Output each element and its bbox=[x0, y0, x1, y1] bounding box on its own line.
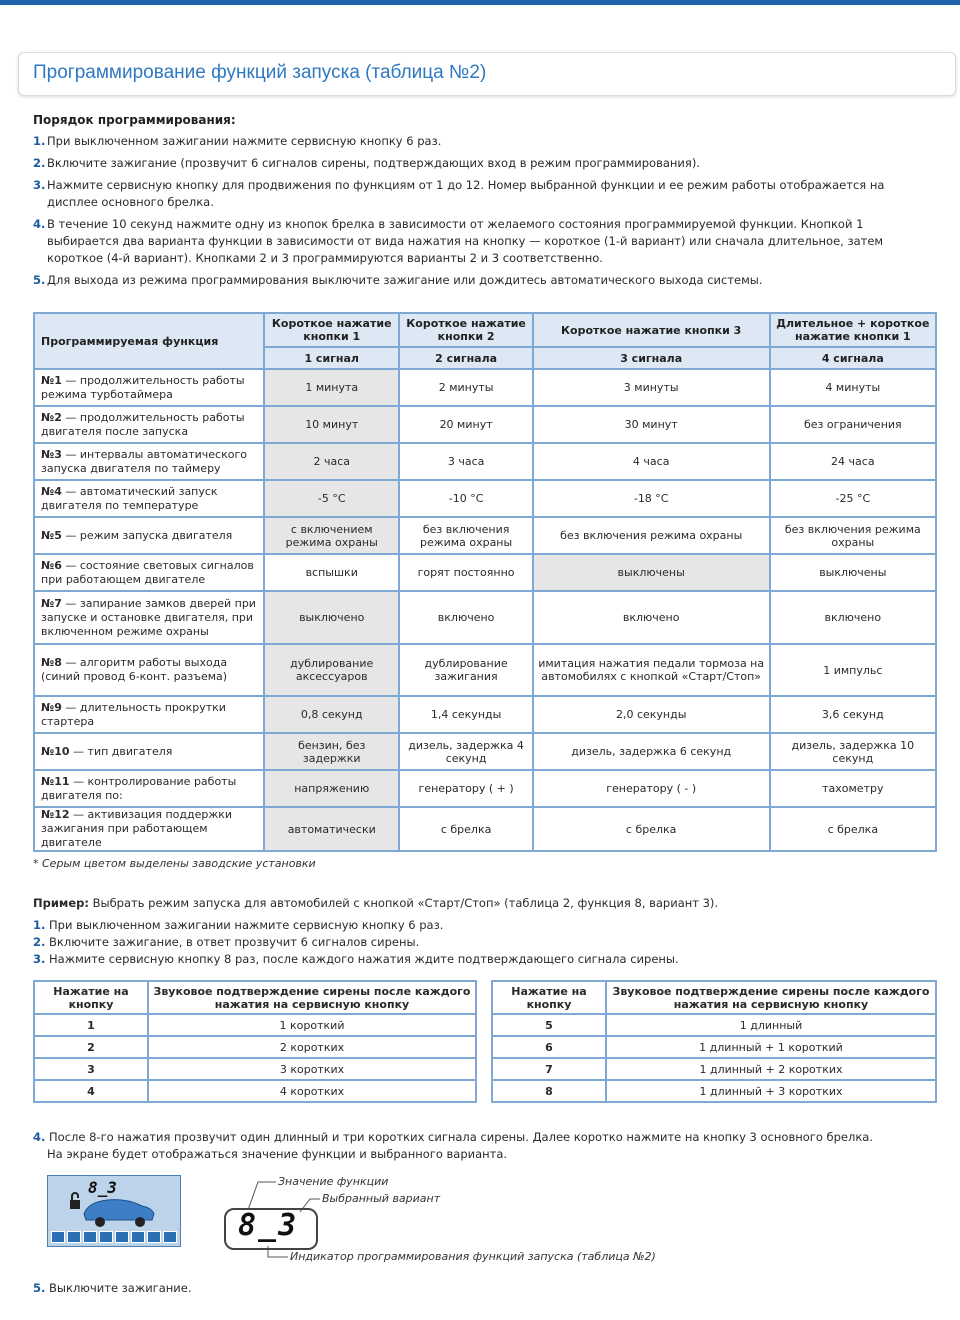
value-cell: 0,8 секунд bbox=[264, 696, 399, 733]
value-cell: выключены bbox=[770, 554, 936, 591]
confirm-signal: 1 длинный + 2 коротких bbox=[606, 1058, 936, 1080]
value-cell: 3 минуты bbox=[533, 369, 770, 406]
value-cell: горят постоянно bbox=[399, 554, 532, 591]
value-cell: автоматически bbox=[264, 807, 399, 851]
step-number: 1. bbox=[33, 134, 46, 148]
value-cell: 1 минута bbox=[264, 369, 399, 406]
value-cell: 4 часа bbox=[533, 443, 770, 480]
press-count: 6 bbox=[492, 1036, 606, 1058]
value-cell: 2,0 секунды bbox=[533, 696, 770, 733]
step-number: 3. bbox=[33, 952, 46, 966]
value-cell: -18 °С bbox=[533, 480, 770, 517]
press-count: 7 bbox=[492, 1058, 606, 1080]
press-header: Нажатие на кнопку bbox=[492, 981, 606, 1014]
step-5 bbox=[33, 1281, 191, 1295]
confirm-signal: 1 длинный + 1 короткий bbox=[606, 1036, 936, 1058]
value-cell: дизель, задержка 4 секунд bbox=[399, 733, 532, 770]
confirm-signal: 3 коротких bbox=[148, 1058, 476, 1080]
function-number: №11 bbox=[41, 774, 70, 788]
value-cell: дублирование аксессуаров bbox=[264, 644, 399, 696]
step-number: 5. bbox=[33, 273, 46, 287]
value-cell: с брелка bbox=[533, 807, 770, 851]
big-display bbox=[224, 1208, 318, 1250]
step-text: Включите зажигание (прозвучит 6 сигналов сирены, подтверждающих вход в режим программирования). bbox=[47, 156, 700, 170]
confirm-signal: 2 коротких bbox=[148, 1036, 476, 1058]
step-text: Нажмите сервисную кнопку 8 раз, после каждого нажатия ждите подтверждающего сигнала сирены. bbox=[49, 952, 679, 966]
col-header: Короткое нажатие кнопки 1 bbox=[264, 313, 399, 347]
value-cell: с брелка bbox=[770, 807, 936, 851]
function-desc: — длительность прокрутки стартера bbox=[41, 700, 226, 728]
value-cell: дизель, задержка 6 секунд bbox=[533, 733, 770, 770]
label-selected-variant: Выбранный вариант bbox=[322, 1192, 441, 1205]
value-cell: -25 °С bbox=[770, 480, 936, 517]
value-cell: 1 импульс bbox=[770, 644, 936, 696]
step-text: Выключите зажигание. bbox=[49, 1281, 192, 1295]
example-label: Пример: bbox=[33, 896, 89, 910]
value-cell: с включением режима охраны bbox=[264, 517, 399, 554]
lcd-digits: 8_3 bbox=[88, 1178, 117, 1197]
function-desc: — активизация поддержки зажигания при работающем двигателе bbox=[41, 808, 233, 849]
function-number: №7 bbox=[41, 596, 62, 610]
step-number: 5. bbox=[33, 1281, 46, 1295]
step-text: Нажмите сервисную кнопку для продвижения по функциям от 1 до 12. Номер выбранной функции и ее режим работы отображается на дисплее основного брелка. bbox=[47, 178, 885, 209]
value-cell: включено bbox=[533, 591, 770, 644]
value-cell: выключены bbox=[533, 554, 770, 591]
press-count: 5 bbox=[492, 1014, 606, 1036]
press-count: 1 bbox=[34, 1014, 148, 1036]
step-text: Включите зажигание, в ответ прозвучит 6 сигналов сирены. bbox=[49, 935, 420, 949]
step-number: 2. bbox=[33, 935, 46, 949]
value-cell: тахометру bbox=[770, 770, 936, 807]
step-number: 4. bbox=[33, 217, 46, 231]
function-number: №1 bbox=[41, 373, 62, 387]
function-number: №10 bbox=[41, 744, 70, 758]
value-cell: напряжению bbox=[264, 770, 399, 807]
press-count: 4 bbox=[34, 1080, 148, 1102]
value-cell: -5 °С bbox=[264, 480, 399, 517]
step-text: После 8-го нажатия прозвучит один длинный и три коротких сигнала сирены. Далее коротко нажмите на кнопку 3 основного брелка. bbox=[49, 1130, 873, 1144]
step-text: При выключенном зажигании нажмите сервисную кнопку 6 раз. bbox=[47, 134, 442, 148]
function-desc: — контролирование работы двигателя по: bbox=[41, 774, 237, 802]
big-digits: 8_3 bbox=[238, 1208, 299, 1243]
function-desc: — продолжительность работы режима турботаймера bbox=[41, 373, 245, 401]
function-number: №2 bbox=[41, 410, 62, 424]
confirm-header: Звуковое подтверждение сирены после каждого нажатия на сервисную кнопку bbox=[606, 981, 936, 1014]
value-cell: 3 часа bbox=[399, 443, 532, 480]
function-desc: — автоматический запуск двигателя по температуре bbox=[41, 484, 218, 512]
value-cell: дублирование зажигания bbox=[399, 644, 532, 696]
value-cell: включено bbox=[770, 591, 936, 644]
value-cell: 20 минут bbox=[399, 406, 532, 443]
confirm-signal: 1 длинный + 3 коротких bbox=[606, 1080, 936, 1102]
order-title: Порядок программирования: bbox=[33, 113, 236, 127]
function-number: №9 bbox=[41, 700, 62, 714]
value-cell: с брелка bbox=[399, 807, 532, 851]
col-header: Короткое нажатие кнопки 2 bbox=[399, 313, 532, 347]
function-desc: — тип двигателя bbox=[69, 744, 173, 758]
label-function-value: Значение функции bbox=[278, 1175, 389, 1188]
function-desc: — запирание замков дверей при запуске и остановке двигателя, при включенном режиме охраны bbox=[41, 596, 256, 638]
function-number: №6 bbox=[41, 558, 62, 572]
function-number: №3 bbox=[41, 447, 62, 461]
function-number: №4 bbox=[41, 484, 62, 498]
value-cell: 3,6 секунд bbox=[770, 696, 936, 733]
signal-header: 2 сигнала bbox=[399, 347, 532, 369]
value-cell: без включения режима охраны bbox=[770, 517, 936, 554]
step-number: 2. bbox=[33, 156, 46, 170]
function-header: Программируемая функция bbox=[34, 313, 264, 369]
step-text: В течение 10 секунд нажмите одну из кнопок брелка в зависимости от желаемого состояния программируемой функции. Кнопкой 1 выбирается два варианта функции в зависимости от вида нажатия на кнопку — короткое (1-й вариант) или сначала длительное, затем короткое (4-й вариант). Кнопками 2 и 3 программируются варианты 2 и 3 соответственно. bbox=[47, 217, 884, 265]
value-cell: -10 °С bbox=[399, 480, 532, 517]
confirm-signal: 1 короткий bbox=[148, 1014, 476, 1036]
function-desc: — продолжительность работы двигателя после запуска bbox=[41, 410, 245, 438]
step-number: 4. bbox=[33, 1130, 46, 1144]
label-indicator: Индикатор программирования функций запуска (таблица №2) bbox=[290, 1250, 656, 1263]
function-desc: — интервалы автоматического запуска двигателя по таймеру bbox=[41, 447, 247, 475]
function-number: №12 bbox=[41, 808, 70, 821]
press-count: 8 bbox=[492, 1080, 606, 1102]
value-cell: 30 минут bbox=[533, 406, 770, 443]
value-cell: генератору ( - ) bbox=[533, 770, 770, 807]
press-count: 3 bbox=[34, 1058, 148, 1080]
value-cell: дизель, задержка 10 секунд bbox=[770, 733, 936, 770]
value-cell: выключено bbox=[264, 591, 399, 644]
step-number: 3. bbox=[33, 178, 46, 192]
col-header: Длительное + короткое нажатие кнопки 1 bbox=[770, 313, 936, 347]
function-desc: — режим запуска двигателя bbox=[61, 528, 233, 542]
value-cell: 24 часа bbox=[770, 443, 936, 480]
step4-line2: На экране будет отображаться значение функции и выбранного варианта. bbox=[47, 1147, 508, 1161]
value-cell: генератору ( + ) bbox=[399, 770, 532, 807]
confirm-header: Звуковое подтверждение сирены после каждого нажатия на сервисную кнопку bbox=[148, 981, 476, 1014]
function-number: №8 bbox=[41, 656, 62, 669]
function-desc: — состояние световых сигналов при работающем двигателе bbox=[41, 558, 254, 586]
value-cell: имитация нажатия педали тормоза на автомобилях с кнопкой «Старт/Стоп» bbox=[533, 644, 770, 696]
step-number: 1. bbox=[33, 918, 46, 932]
function-desc: — алгоритм работы выхода (синий провод 6-конт. разъема) bbox=[41, 656, 228, 683]
signal-header: 4 сигнала bbox=[770, 347, 936, 369]
value-cell: без включения режима охраны bbox=[533, 517, 770, 554]
signal-header: 3 сигнала bbox=[533, 347, 770, 369]
footnote: * Серым цветом выделены заводские установки bbox=[33, 857, 316, 870]
value-cell: 4 минуты bbox=[770, 369, 936, 406]
press-count: 2 bbox=[34, 1036, 148, 1058]
value-cell: 1,4 секунды bbox=[399, 696, 532, 733]
step-text: При выключенном зажигании нажмите сервисную кнопку 6 раз. bbox=[49, 918, 444, 932]
value-cell: включено bbox=[399, 591, 532, 644]
function-number: №5 bbox=[41, 528, 62, 542]
value-cell: вспышки bbox=[264, 554, 399, 591]
col-header: Короткое нажатие кнопки 3 bbox=[533, 313, 770, 347]
page-title: Программирование функций запуска (таблица №2) bbox=[33, 62, 487, 83]
signal-header: 1 сигнал bbox=[264, 347, 399, 369]
example-text: Выбрать режим запуска для автомобилей с кнопкой «Старт/Стоп» (таблица 2, функция 8, вариант 3). bbox=[88, 896, 719, 910]
value-cell: без включения режима охраны bbox=[399, 517, 532, 554]
confirm-signal: 1 длинный bbox=[606, 1014, 936, 1036]
press-header: Нажатие на кнопку bbox=[34, 981, 148, 1014]
value-cell: 2 минуты bbox=[399, 369, 532, 406]
confirm-signal: 4 коротких bbox=[148, 1080, 476, 1102]
value-cell: без ограничения bbox=[770, 406, 936, 443]
value-cell: 2 часа bbox=[264, 443, 399, 480]
step-text: Для выхода из режима программирования выключите зажигание или дождитесь автоматического выхода системы. bbox=[47, 273, 763, 287]
value-cell: 10 минут bbox=[264, 406, 399, 443]
value-cell: бензин, без задержки bbox=[264, 733, 399, 770]
